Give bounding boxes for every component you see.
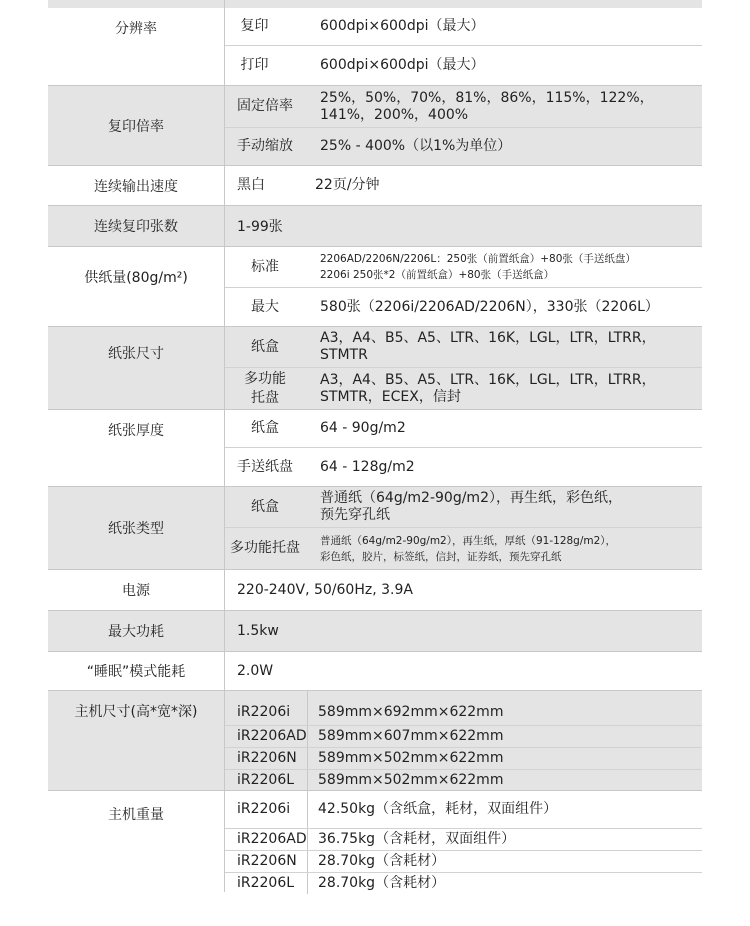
sub-value: 589mm×607mm×622mm (307, 726, 702, 747)
row-paper-capacity (48, 246, 702, 326)
sub-value: 42.50kg（含纸盒，耗材，双面组件） (307, 791, 702, 828)
label-line: 托盘 (251, 389, 279, 406)
sub-row (225, 828, 702, 850)
row-label: “睡眠”模式能耗 (86, 664, 186, 680)
sub-value: 580张（2206i/2206AD/2206N），330张（2206L） (320, 298, 659, 315)
sub-value: 25% - 400%（以1%为单位） (320, 138, 512, 154)
model-label: iR2206AD (237, 728, 307, 744)
model-label: iR2206N (237, 750, 297, 766)
row-value: 1-99张 (224, 206, 702, 246)
sub-value: 64 - 128g/m2 (320, 458, 415, 475)
row-sleep-power (48, 651, 702, 690)
model-label: iR2206i (237, 801, 291, 817)
row-dimensions (48, 690, 702, 790)
sub-value: 64 - 90g/m2 (320, 420, 406, 436)
value-line: 141%，200%，400% (320, 106, 469, 123)
sub-value: 28.70kg（含耗材） (307, 873, 702, 894)
row-label: 最大功耗 (108, 624, 164, 640)
sub-label: 纸盒 (251, 338, 279, 355)
sub-value: 589mm×692mm×622mm (307, 691, 702, 725)
sub-row (225, 327, 702, 367)
row-max-power (48, 610, 702, 651)
sub-value (305, 487, 702, 527)
row-label: 纸张厚度 (108, 423, 164, 439)
sub-value: 589mm×502mm×622mm (307, 748, 702, 769)
row-label: 供纸量(80g/m²) (84, 270, 188, 286)
row-continuous-copy (48, 205, 702, 246)
sub-label: 手送纸盘 (237, 458, 293, 475)
sub-row (225, 45, 702, 85)
value-line: A3，A4、B5、A5、LTR、16K，LGL，LTR，LTRR， (320, 330, 656, 346)
row-power (48, 569, 702, 610)
sub-label: 固定倍率 (237, 98, 293, 114)
sub-row (225, 691, 702, 725)
sub-row (225, 791, 702, 828)
value-line: A3，A4、B5、A5、LTR、16K，LGL，LTR，LTRR， (320, 371, 656, 388)
sub-label (225, 368, 305, 409)
sub-value (305, 528, 702, 569)
row-label: 电源 (122, 583, 150, 599)
sub-row (225, 367, 702, 409)
row-value: 2.0W (224, 652, 702, 690)
row-resolution (48, 8, 702, 85)
sub-label: 标准 (251, 258, 279, 275)
sub-label: 多功能托盘 (230, 540, 300, 556)
row-paper-size (48, 326, 702, 409)
row-label: 主机尺寸(高*宽*深) (74, 704, 198, 720)
model-label: iR2206i (237, 703, 291, 720)
value-line: 普通纸（64g/m2-90g/m2），再生纸，彩色纸， (320, 490, 622, 506)
label-line: 多功能 (244, 370, 286, 387)
sub-value (305, 86, 702, 127)
sub-label: 复印 (240, 18, 269, 34)
sub-row (225, 447, 702, 486)
row-value: 1.5kw (224, 611, 702, 651)
value-line: 普通纸（64g/m2-90g/m2），再生纸，厚纸（91-128g/m2）， (320, 534, 617, 547)
row-label: 纸张尺寸 (108, 346, 164, 362)
value-line: STMTR，ECEX，信封 (320, 388, 461, 405)
sub-label: 最大 (251, 298, 279, 315)
row-label: 主机重量 (108, 807, 164, 823)
row-label: 连续复印张数 (94, 219, 178, 235)
row-copy-ratio (48, 85, 702, 165)
sub-row (225, 872, 702, 894)
sub-label: 纸盒 (251, 420, 279, 436)
sub-row (225, 747, 702, 769)
sub-label: 打印 (240, 57, 269, 73)
sub-value: 589mm×502mm×622mm (307, 770, 702, 791)
sub-value (305, 327, 702, 367)
value-line: 2206AD/2206N/2206L：250张（前置纸盒）+80张（手送纸盘） (320, 253, 636, 265)
sub-row (225, 287, 702, 326)
value-line: 25%，50%，70%，81%，86%，115%，122%， (320, 89, 654, 106)
sub-value (305, 247, 702, 287)
sub-label: 手动缩放 (237, 138, 293, 154)
top-strip (48, 0, 702, 8)
model-label: iR2206N (237, 853, 297, 869)
value-line: 彩色纸，胶片，标签纸，信封，证券纸，预先穿孔纸 (320, 550, 562, 563)
spec-table (48, 0, 702, 892)
sub-value: 600dpi×600dpi（最大） (320, 57, 485, 73)
sub-value: 28.70kg（含耗材） (307, 851, 702, 872)
sub-row (225, 527, 702, 569)
sub-row (225, 86, 702, 127)
sub-label: 黑白 (237, 177, 265, 193)
sub-row (225, 127, 702, 165)
sub-value (305, 368, 702, 409)
row-weight (48, 790, 702, 892)
row-value: 220-240V, 50/60Hz, 3.9A (224, 570, 702, 610)
row-continuous-output (48, 165, 702, 205)
row-paper-thickness (48, 409, 702, 486)
row-label: 纸张类型 (108, 521, 164, 537)
row-label: 复印倍率 (108, 118, 164, 135)
sub-row (225, 725, 702, 747)
value-line: 2206i 250张*2（前置纸盒）+80张（手送纸盒） (320, 269, 555, 281)
sub-row (225, 850, 702, 872)
sub-value: 36.75kg（含耗材，双面组件） (307, 829, 702, 850)
value-line: STMTR (320, 347, 368, 363)
sub-value: 22页/分钟 (315, 177, 380, 193)
sub-row (225, 8, 702, 45)
value-line: 预先穿孔纸 (320, 507, 390, 523)
row-paper-type (48, 486, 702, 569)
sub-row (225, 247, 702, 287)
model-label: iR2206L (237, 772, 295, 788)
sub-row (225, 487, 702, 527)
row-label: 连续输出速度 (94, 178, 178, 195)
sub-row (225, 410, 702, 447)
sub-label: 纸盒 (251, 498, 279, 515)
sub-row (225, 769, 702, 791)
sub-value: 600dpi×600dpi（最大） (320, 18, 485, 34)
model-label: iR2206AD (237, 831, 307, 847)
row-label: 分辨率 (115, 21, 157, 37)
model-label: iR2206L (237, 875, 295, 891)
